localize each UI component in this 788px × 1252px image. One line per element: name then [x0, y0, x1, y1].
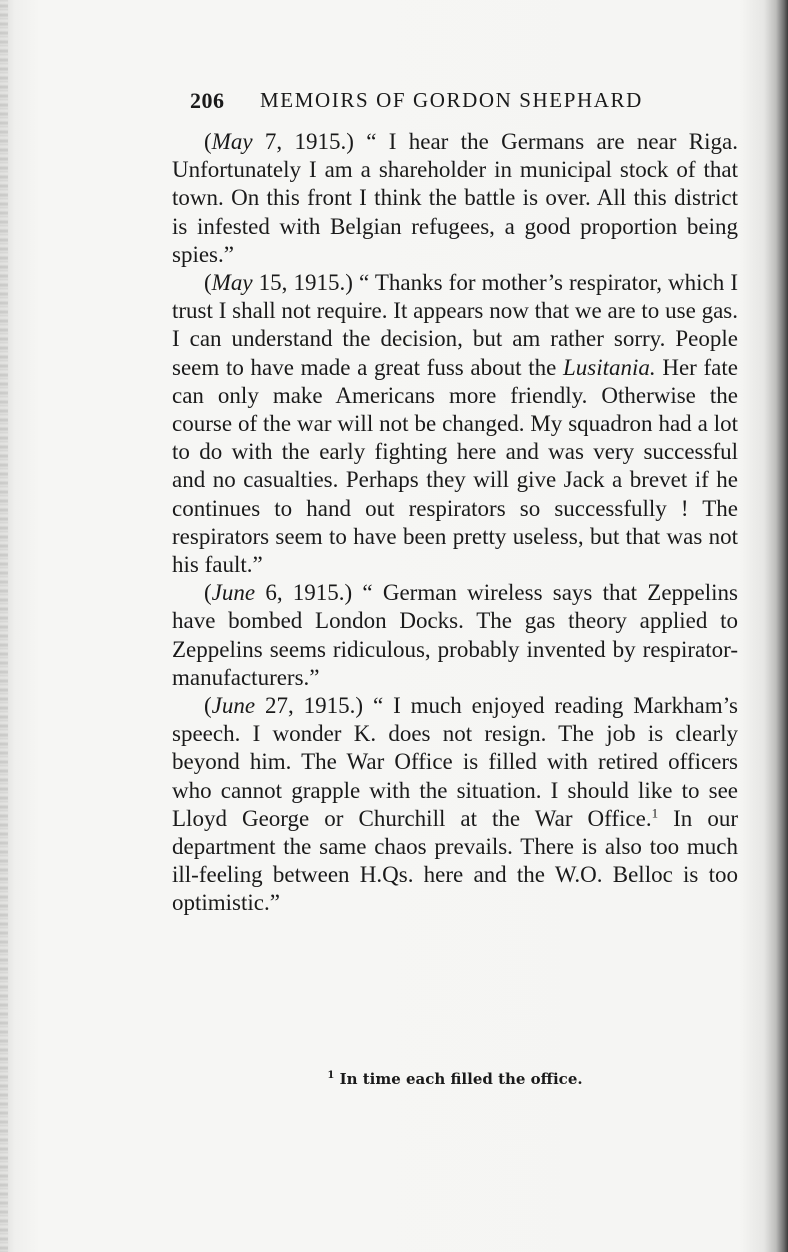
page-header: [190, 88, 738, 124]
footnote-reference: 1: [651, 805, 659, 821]
date-month: May: [211, 129, 253, 154]
footnote-text: In time each filled the office.: [334, 1070, 583, 1088]
paragraph-text: In our department the same chaos prevails. There is also too much ill-feeling between H.Qs. here and the W.O. Belloc is too optimistic.”: [172, 805, 738, 916]
date-rest: 7, 1915.): [252, 129, 354, 154]
running-head: MEMOIRS OF GORDON SHEPHARD: [260, 88, 643, 112]
paragraph-text: Her fate can only make Americans more friendly. Otherwise the course of the war will not be changed. My squadron had a lot to do with the early fighting here and was very successful and no casualties. Perhaps they will give Jack a brevet if he continues to hand out respirators so successfully ! The respirators seem to have been pretty useless, but that was not his fault.”: [172, 354, 738, 578]
footnote-marker: 1: [327, 1070, 335, 1081]
page-edge: [0, 0, 8, 1252]
date-month: May: [211, 270, 253, 296]
date-rest: 27, 1915.): [255, 693, 364, 719]
paragraph: (May 7, 1915.) “ I hear the Germans are near Riga. Unfortunately I am a shareholder in municipal stock of that town. On this front I think the battle is over. All this district is infested with Belgian refugees, a good proportion being spies.”: [172, 129, 738, 267]
paragraph: (May 15, 1915.) “ Thanks for mother’s respirator, which I trust I shall not require. It appears now that we are to use gas. I can understand the decision, but am rather sorry. People seem to have made a great fuss about the Lusitania. Her fate can only make Americans more friendly. Otherwise the course of the war will not be changed. My squadron had a lot to do with the early fighting here and was very successful and no casualties. Perhaps they will give Jack a brevet if he continues to hand out respirators so successfully ! The respirators seem to have been pretty useless, but that was not his fault.”: [172, 270, 738, 578]
paragraph-text: “ Thanks for mother’s respirator, which I trust I shall not require. It appears now that we are to use gas. I can understand the decision, but am rather sorry. People seem to have made a great fuss about the: [172, 270, 738, 380]
page-number: 206: [190, 88, 225, 113]
date-month: June: [211, 693, 256, 719]
paragraph-text: “ I much enjoyed reading Markham’s speech. I wonder K. does not resign. The job is clearly beyond him. The War Office is filled with retired officers who cannot grapple with the situation. I should like to see Lloyd George or Churchill at the War Office.: [172, 693, 738, 831]
ship-name: Lusitania.: [563, 354, 656, 380]
paragraph: (June 27, 1915.) “ I much enjoyed reading Markham’s speech. I wonder K. does not resign. The job is clearly beyond him. The War Office is filled with retired officers who cannot grapple with the situation. I should like to see Lloyd George or Churchill at the War Office.$^1$ In our department the same chaos prevails. There is also too much ill-feeling between H.Qs. here and the W.O. Belloc is too optimistic.”: [172, 693, 738, 916]
date-rest: 6, 1915.): [255, 580, 353, 606]
paragraph-text: “ German wireless says that Zeppelins have bombed London Docks. The gas theory applied to Zeppelins seems ridiculous, probably invented by respirator-manufacturers.”: [172, 580, 738, 690]
date-rest: 15, 1915.): [252, 270, 353, 296]
paragraph: (June 6, 1915.) “ German wireless says that Zeppelins have bombed London Docks. The gas theory applied to Zeppelins seems ridiculous, probably invented by respirator-manufacturers.”: [172, 580, 738, 690]
paragraph-text: “ I hear the Germans are near Riga. Unfortunately I am a shareholder in municipal stock of that town. On this front I think the battle is over. All this district is infested with Belgian refugees, a good proportion being spies.”: [172, 129, 738, 267]
body-text: [172, 128, 738, 918]
date-month: June: [211, 580, 256, 606]
footnote: [172, 1070, 738, 1088]
